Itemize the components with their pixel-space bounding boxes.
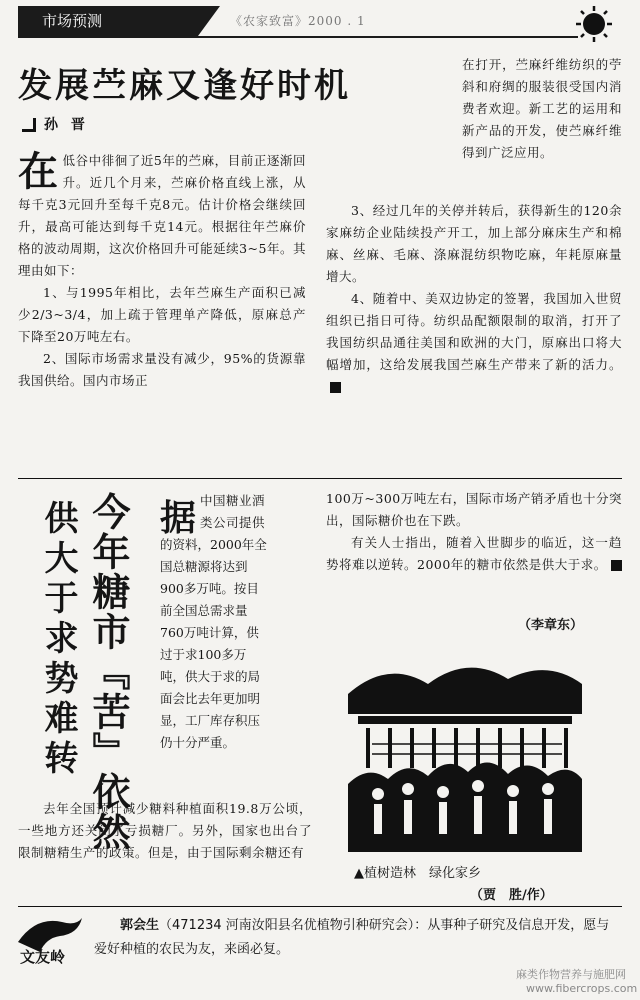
- article2-line: 类公司提供: [200, 515, 266, 530]
- article1-col-left: [18, 150, 306, 392]
- article1-para-6: 4、随着中、美双边协定的签署，我国加入世贸组织已指日可待。纺织品配额限制的取消，打开了我国纺织品通往美国和欧洲的大门，原麻出口将大幅增加，这给发展我国苎麻生产带来了新的活力。: [326, 291, 622, 372]
- article2-line: 900多万吨。按目: [160, 581, 259, 596]
- watermark-line2: www.fibercrops.com: [526, 982, 638, 995]
- sun-icon: [574, 4, 614, 44]
- section-tag: 市场预测: [18, 6, 198, 36]
- issue-label: 《农家致富》2000 . 1: [230, 14, 366, 28]
- header-rule: [18, 36, 578, 38]
- article1-para-3: 2、国际市场需求量没有减少，95%的货源靠我国供给。国内市场正: [18, 351, 306, 388]
- article2-line: 前全国总需求量: [160, 603, 248, 618]
- article1-col-right-top: [462, 54, 622, 164]
- article2-title-sub: 供大于求势难转: [38, 500, 78, 780]
- article2-line: 的资料，2000年全: [160, 537, 267, 552]
- end-mark-icon: [611, 560, 622, 571]
- article2-para-4: 有关人士指出，随着入世脚步的临近，这一趋势将难以逆转。2000年的糖市依然是供大于求。: [326, 535, 622, 572]
- footer-rule: [18, 906, 622, 907]
- article2-line: 面会比去年更加明: [160, 691, 261, 706]
- footer-body: （471234 河南汝阳县名优植物引种研究会）：从事种子研究及信息开发，愿与爱好种植的农民为友，来函必复。: [94, 918, 610, 957]
- article1-byline: 孙 晋: [44, 117, 89, 133]
- article2-line: 760万吨计算，供: [160, 625, 259, 640]
- article2-line: 显，工厂库存积压: [160, 713, 261, 728]
- end-mark-icon: [330, 382, 341, 393]
- footer-logo-text: 文友岭: [20, 948, 66, 966]
- section-divider: [18, 478, 622, 479]
- footer-text: [94, 914, 622, 962]
- watermark-line1: 麻类作物营养与施肥网: [516, 968, 626, 981]
- article2-line: 仍十分严重。: [160, 735, 236, 750]
- article1-title: 发展苎麻又逢好时机: [18, 66, 351, 106]
- article1-para-4: 在打开，苎麻纤维纺织的苧斜和府绸的服装很受国内消费者欢迎。新工艺的运用和新产品的开发，使苎麻纤维得到广泛应用。: [462, 57, 622, 160]
- article2-col-narrow: [200, 490, 312, 534]
- article2-para-3: 100万~300万吨左右，国际市场产销矛盾也十分突出，国际糖价也在下跌。: [326, 491, 622, 528]
- papercut-illustration: [348, 654, 582, 852]
- article1-dropcap: 在: [18, 149, 59, 195]
- article2-col-right: [326, 488, 622, 576]
- article2-author: （李章东）: [518, 618, 584, 633]
- article2-line: 过于求100多万: [160, 647, 247, 662]
- article2-line: 吨，供大于求的局: [160, 669, 261, 684]
- footer-name: 郭会生: [120, 918, 160, 933]
- article1-para-2: 1、与1995年相比，去年苎麻生产面积已减少2/3~3/4，加上疏于管理单产降低，原麻总产下降至20万吨左右。: [18, 285, 306, 344]
- article2-para-2-wrap: [18, 798, 312, 864]
- article2-dropcap: 据: [160, 498, 197, 539]
- illustration-credit: （贾 胜/作）: [470, 888, 553, 903]
- article2-title-main: 今年糖市『苦』依然: [86, 492, 130, 852]
- article2-col-main: [160, 534, 312, 754]
- section-tag-corner: [198, 6, 220, 36]
- article2-para-2: 去年全国预计减少糖料种植面积19.8万公顷，一些地方还关闭了亏损糖厂。另外，国家也出台了限制糖精生产的政策。但是，由于国际剩余糖还有: [18, 801, 312, 860]
- illustration-caption: ▲植树造林 绿化家乡: [354, 866, 481, 881]
- article2-line: 中国糖业酒: [200, 493, 266, 508]
- article1-para-1: 低谷中徘徊了近5年的苎麻，目前正逐渐回升。近几个月来，苎麻价格直线上涨，从每千克3元回升至每千克8元。估计价格会继续回升，最高可能达到每千克14元。根据往年苎麻价格的波动周期，这次价格回升可能延续3~5年。其理由如下：: [18, 153, 306, 278]
- article1-para-5: 3、经过几年的关停并转后，获得新生的120余家麻纺企业陆续投产开工，加上部分麻床生产和棉麻、丝麻、毛麻、涤麻混纺织物吃麻，年耗原麻量增大。: [326, 203, 622, 284]
- article2-line: 国总糖源将达到: [160, 559, 248, 574]
- article1-col-right: [326, 200, 622, 398]
- byline-mark: [22, 118, 36, 132]
